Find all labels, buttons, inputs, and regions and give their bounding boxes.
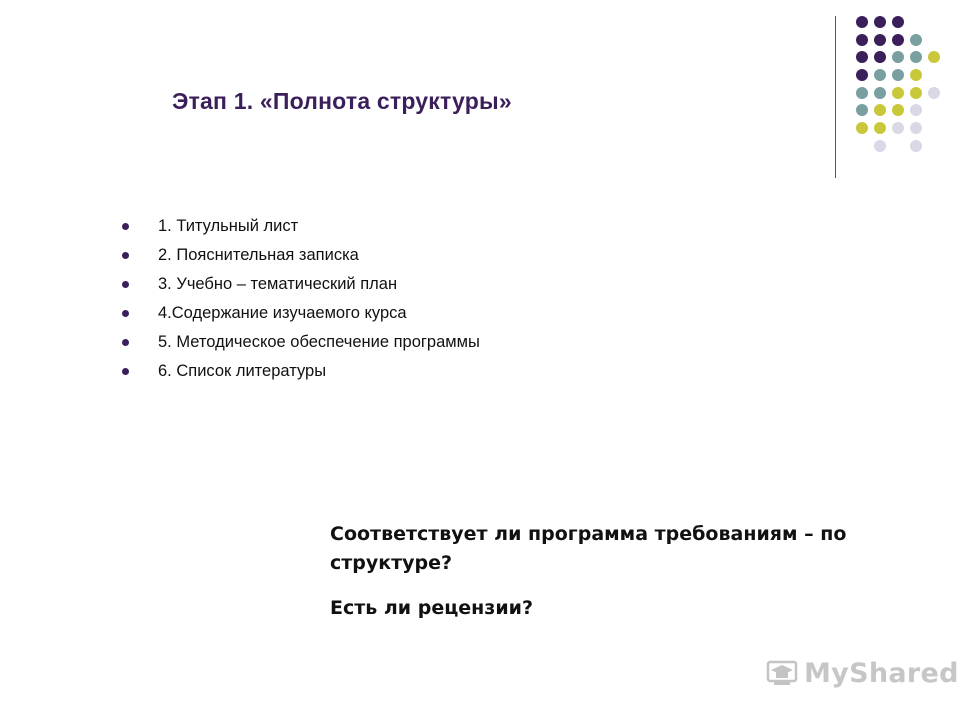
decorative-dot <box>874 51 886 63</box>
decorative-dot <box>892 87 904 99</box>
bullet-icon <box>122 310 129 317</box>
list-item-text: 3. Учебно – тематический план <box>158 275 398 293</box>
slide-title: Этап 1. «Полнота структуры» <box>172 88 512 114</box>
list-item-text: 5. Методическое обеспечение программы <box>158 333 480 351</box>
decorative-dot <box>892 34 904 46</box>
decorative-dot <box>856 122 868 134</box>
list-item <box>122 212 480 241</box>
decorative-dot <box>910 122 922 134</box>
bullet-icon <box>122 223 129 230</box>
decorative-dot <box>856 34 868 46</box>
decorative-dot <box>928 87 940 99</box>
list-item <box>122 241 480 270</box>
decorative-dot <box>910 104 922 116</box>
list-item-text: 2. Пояснительная записка <box>158 246 359 264</box>
decorative-dot <box>874 69 886 81</box>
decorative-dot <box>910 51 922 63</box>
decorative-dot <box>874 122 886 134</box>
watermark-text: MyShared <box>804 657 959 689</box>
decorative-dot <box>910 140 922 152</box>
decorative-vertical-line <box>835 16 836 178</box>
decorative-dot <box>910 69 922 81</box>
mortarboard-icon <box>766 658 798 688</box>
decorative-dot <box>874 87 886 99</box>
decorative-dot <box>928 51 940 63</box>
list-item-text: 6. Список литературы <box>158 362 327 380</box>
decorative-dot <box>874 104 886 116</box>
decorative-dot <box>856 16 868 28</box>
bullet-icon <box>122 339 129 346</box>
decorative-dot <box>892 104 904 116</box>
decorative-dot <box>856 104 868 116</box>
bullet-list <box>122 212 480 386</box>
list-item <box>122 328 480 357</box>
list-item <box>122 270 480 299</box>
decorative-dot <box>892 51 904 63</box>
watermark-logo <box>766 656 959 690</box>
decorative-dot <box>910 34 922 46</box>
list-item <box>122 299 480 328</box>
bullet-icon <box>122 252 129 259</box>
decorative-dot <box>892 122 904 134</box>
list-item-text: 4.Содержание изучаемого курса <box>158 304 407 322</box>
decorative-dot <box>892 16 904 28</box>
list-item-text: 1. Титульный лист <box>158 217 299 235</box>
decorative-dot <box>892 69 904 81</box>
list-item <box>122 357 480 386</box>
decorative-dot <box>856 87 868 99</box>
bullet-icon <box>122 281 129 288</box>
decorative-dot <box>874 34 886 46</box>
decorative-dot <box>856 51 868 63</box>
question-structure: Соответствует ли программа требованиям – по структуре? <box>330 523 847 574</box>
decorative-dot <box>874 140 886 152</box>
decorative-dot <box>856 69 868 81</box>
question-reviews: Есть ли рецензии? <box>330 597 533 619</box>
decorative-dot <box>874 16 886 28</box>
bullet-icon <box>122 368 129 375</box>
questions-block <box>330 520 920 623</box>
decorative-dot <box>910 87 922 99</box>
